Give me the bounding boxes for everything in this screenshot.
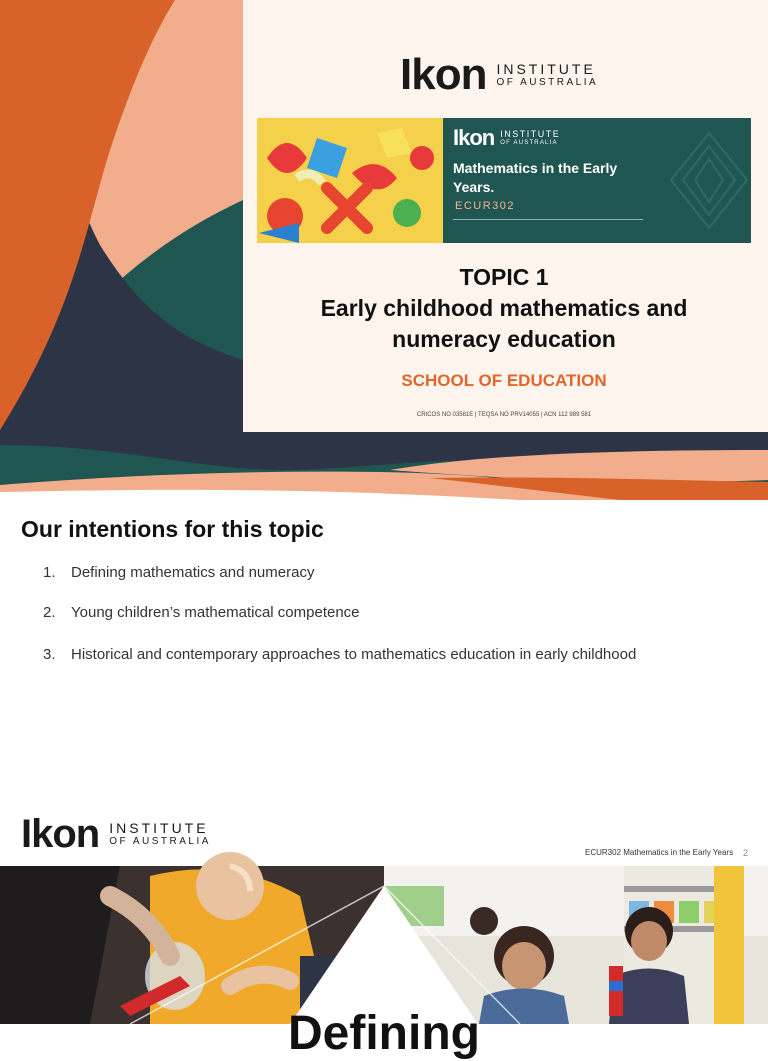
footer-course-label: ECUR302 Mathematics in the Early Years (585, 848, 734, 857)
page-number: 2 (743, 848, 749, 858)
list-item (43, 604, 360, 621)
logo-wordmark: Ikon (21, 811, 100, 856)
list-item-number: 3. (43, 646, 56, 663)
course-code: ECUR302 (455, 200, 516, 212)
logo-australia-text: OF AUSTRALIA (109, 836, 211, 847)
list-item-text: Young children’s mathematical competence (71, 604, 360, 621)
list-item-number: 1. (43, 564, 56, 581)
topic-title-line2: numeracy education (392, 326, 616, 352)
list-item-number: 2. (43, 604, 56, 621)
number-magnets-photo (257, 118, 443, 243)
intentions-slide (0, 500, 768, 1060)
logo-institute-text: INSTITUTE (496, 61, 596, 77)
slide3-photos (0, 866, 768, 1060)
banner-logo-australia-text: OF AUSTRALIA (500, 140, 558, 146)
list-item (43, 564, 314, 581)
topic-title-line1: Early childhood mathematics and (320, 295, 688, 321)
topic-heading (257, 262, 751, 355)
banner-divider (453, 219, 643, 220)
cricos-text: CRICOS NO 03581E | TEQSA NO PRV14055 | ACN 112 989 581 (416, 412, 592, 418)
title-triangle (0, 866, 768, 1024)
list-item-text: Historical and contemporary approaches to mathematics education in early childhood (71, 646, 637, 663)
ikon-logo (21, 811, 211, 856)
ikon-logo (400, 50, 599, 99)
course-banner (257, 118, 751, 243)
slide-title: Our intentions for this topic (21, 516, 324, 542)
logo-institute-text: INSTITUTE (109, 820, 209, 836)
list-item (43, 646, 636, 663)
list-item-text: Defining mathematics and numeracy (71, 564, 315, 581)
banner-logo-institute-text: INSTITUTE (500, 129, 561, 139)
banner-ikon-logo (453, 125, 561, 150)
decorative-shapes (0, 0, 768, 520)
title-slide (0, 0, 768, 500)
slide3-heading-partial: Defining (288, 1007, 480, 1060)
school-name: SCHOOL OF EDUCATION (401, 371, 607, 390)
logo-wordmark: Ikon (400, 50, 487, 99)
logo-australia-text: OF AUSTRALIA (496, 77, 599, 88)
topic-number: TOPIC 1 (459, 264, 549, 290)
course-title: Mathematics in the Early Years. (453, 160, 618, 195)
banner-pattern (667, 128, 751, 233)
banner-logo-wordmark: Ikon (453, 125, 495, 150)
